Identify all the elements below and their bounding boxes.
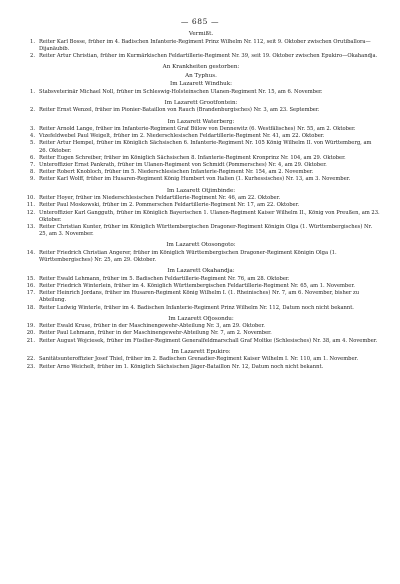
list-section [22,267,380,312]
list-item [22,364,380,371]
page-number: — 685 — [180,17,220,26]
entry-text: Reiter Hoyer, früher im Niederschlesischen Feldartillerie-Regiment Nr. 46, am 22. Oktober. [39,195,281,202]
list-section [22,118,380,184]
entry-text: Reiter Ewald Kruse, früher in der Maschinengewehr-Abteilung Nr. 3, am 29. Oktober. [39,323,265,330]
list-section [22,315,380,345]
entry-number: 1. [30,88,35,95]
list-item [22,330,380,337]
entry-number: 20. [26,330,35,337]
section-heading: Im Lazarett Waterberg: [167,118,235,125]
list-item [22,140,380,154]
entry-number: 22. [26,356,35,363]
entry-number: 18. [26,304,35,311]
entry-text: Reiter Arno Weichelt, früher im 1. Königlich Sächsischen Jäger-Bataillon Nr. 12, Datum noch nicht bekannt. [39,363,324,370]
entry-text: Reiter Ernst Wenzel, früher im Pionier-Bataillon von Rauch (Brandenburgisches) Nr. 3, am 23. September. [39,107,320,114]
section-heading: An Typhus. [185,72,217,79]
entry-number: 21. [26,337,35,344]
entry-number: 7. [30,162,35,169]
section-heading: Im Lazarett Ofjosondu: [168,315,234,322]
list-item [22,356,380,363]
list-section [22,63,380,96]
list-item [22,276,380,283]
list-section [22,187,380,239]
entry-text: Reiter Karl Wolff, früher im Husaren-Regiment König Humbert von Italien (1. Kurhessisches) Nr. 13, am 3. November. [39,176,351,183]
entry-number: 14. [26,249,35,256]
list-item [22,133,380,140]
entry-number: 4. [30,133,35,140]
entry-number: 16. [26,282,35,289]
entry-text: Reiter Robert Knobloch, früher im 5. Niederschlesischen Infanterie-Regiment Nr. 154, am 2. November. [39,169,314,176]
entry-text: Reiter Friedrich Winterlein, früher im 4. Königlich Württembergischen Feldartillerie-Regiment Nr. 65, am 1. November. [39,282,355,289]
list-item [22,210,380,224]
entry-text: Reiter Friedrich Christian Angerer, früher im Königlich Württembergischen Dragoner-Regiment Königin Olga (1. Württembergisches) Nr. 25, am 29. Oktober. [39,249,337,264]
list-item [22,195,380,202]
entry-number: 13. [26,223,35,230]
entry-number: 5. [30,140,35,147]
entry-text: Reiter Artur Hempel, früher im Königlich Sächsischen 6. Infanterie-Regiment Nr. 105 König Wilhelm II. von Württemberg, am 26. Oktober. [39,140,372,154]
entry-number: 2. [30,107,35,114]
section-heading: Im Lazarett Epukiro: [171,348,231,355]
section-heading: Vermißt. [188,31,214,37]
section-heading: Im Lazarett Otjimbinde: [166,187,236,194]
section-heading: An Krankheiten gestorben: [162,64,240,71]
list-item [22,155,380,162]
list-item [22,305,380,312]
entry-number: 19. [26,323,35,330]
list-item [22,202,380,209]
entry-number: 6. [30,154,35,161]
entry-text: Reiter Karl Bosse, früher im 4. Badischen Infanterie-Regiment Prinz Wilhelm Nr. 112, seit 9. Oktober zwischen Orutiballora—Dijanäubib. [39,38,371,52]
entry-text: Reiter Artur Christian, früher im Kurmärkischen Feldartillerie-Regiment Nr. 39, seit 19. Oktober zwischen Epukiro—Okahandja. [39,52,378,59]
list-item [22,176,380,183]
entry-text: Vizefeldwebel Paul Weigelt, früher im 2. Niederschlesischen Feldartillerie-Regiment Nr. 41, am 22. Oktober. [39,133,325,140]
entry-number: 8. [30,169,35,176]
list-item [22,107,380,114]
entry-text: Reiter Paul Moskowski, früher im 2. Pommerschen Feldartillerie-Regiment Nr. 17, am 22. Oktober. [39,202,300,209]
entry-number: 1. [30,38,35,45]
section-heading: Im Lazarett Windhuk: [170,81,232,88]
entry-text: Reiter Eugen Schreiber, früher im Königlich Sächsischen 8. Infanterie-Regiment Kronprinz Nr. 104, am 29. Oktober. [39,154,346,161]
entry-number: 10. [26,195,35,202]
entry-text: Sanitätsunteroffizier Josef Thiel, früher im 2. Badischen Grenadier-Regiment Kaiser Wilhelm I. Nr. 110, am 1. November. [39,356,359,363]
list-item [22,89,380,96]
list-item [22,250,380,264]
entry-text: Reiter Heinrich Jordans, früher im Husaren-Regiment König Wilhelm I. (1. Rheinisches) Nr. 7, am 6. November, bisher zu Abteilung. [39,290,360,304]
list-item [22,323,380,330]
entry-number: 11. [26,202,35,209]
entry-text: Unteroffizier Ernst Pankrath, früher im Ulanen-Regiment von Schmidt (Pommersches) Nr. 4, am 29. Oktober. [39,162,327,169]
entry-number: 2. [30,52,35,59]
entry-text: Reiter August Wojciesek, früher im Füsilier-Regiment Generalfeldmarschall Graf Moltke (Schlesisches) Nr. 38, am 4. November. [39,337,378,344]
list-section [22,241,380,264]
list-item [22,338,380,345]
list-item [22,224,380,238]
entry-text: Reiter Paul Lehmann, früher in der Maschinengewehr-Abteilung Nr. 7, am 2. November. [39,330,272,337]
list-section [22,348,380,371]
entry-text: Reiter Ludwig Winterle, früher im 4. Badischen Infanterie-Regiment Prinz Wilhelm Nr. 112, Datum noch nicht bekannt. [39,304,354,311]
entry-number: 17. [26,290,35,297]
entry-text: Reiter Christian Kunter, früher im Königlich Württembergischen Dragoner-Regiment Königin Olga (1. Württembergisches) Nr. 25, am 3. November. [39,223,373,238]
entry-text: Reiter Ewald Lehmann, früher im 5. Badischen Feldartillerie-Regiment Nr. 76, am 28. Oktober. [39,275,290,282]
section-heading: Im Lazarett Otosongoto: [166,242,236,249]
list-section [22,99,380,115]
casualty-list [22,30,380,371]
list-item [22,126,380,133]
entry-number: 3. [30,126,35,133]
list-item [22,53,380,60]
entry-text: Stabsveterinär Michael Noll, früher im Schleswig-Holsteinschen Ulanen-Regiment Nr. 15, am 6. November. [39,88,323,95]
list-item [22,162,380,169]
entry-number: 9. [30,176,35,183]
list-item [22,39,380,53]
entry-number: 12. [26,209,35,216]
entry-number: 23. [26,363,35,370]
section-heading: Im Lazarett Grootfontein: [164,99,238,106]
section-heading: Im Lazarett Okahandja: [167,268,235,275]
entry-text: Unteroffizier Karl Gangguth, früher im Königlich Bayerischen 1. Ulanen-Regiment Kaiser Wilhelm II., König von Preußen, am 23. Oktober. [39,209,380,223]
entry-number: 15. [26,275,35,282]
list-item [22,290,380,304]
list-section [22,30,380,60]
entry-text: Reiter Arnold Lange, früher im Infanterie-Regiment Graf Bülow von Dennewitz (6. Westfälisches) Nr. 55, am 2. Oktober. [39,126,356,133]
